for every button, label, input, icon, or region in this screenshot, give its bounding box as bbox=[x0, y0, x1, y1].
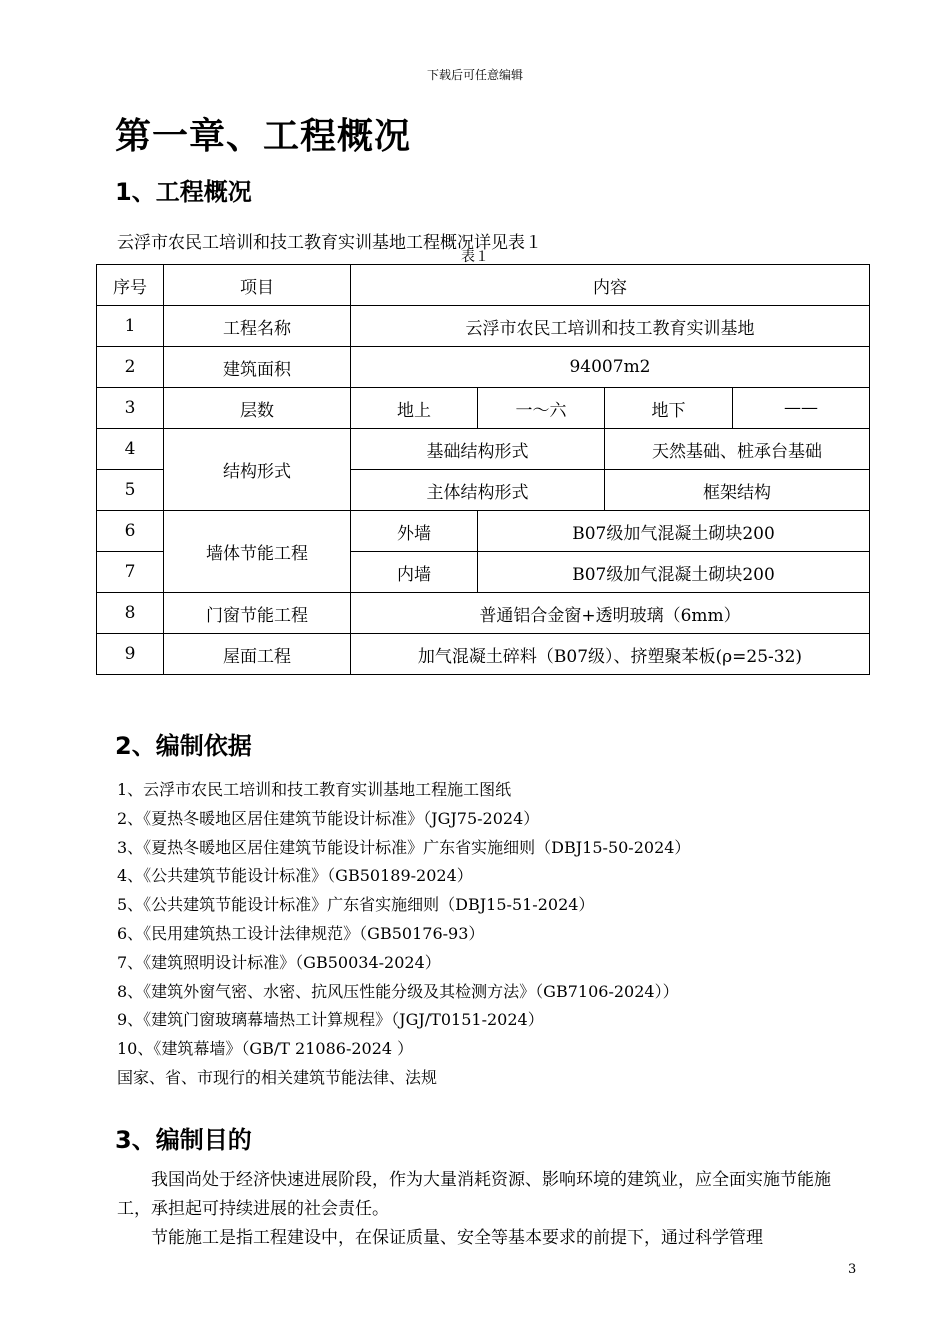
row-sub-value: 框架结构 bbox=[605, 470, 870, 511]
row-content: 云浮市农民工培训和技工教育实训基地 bbox=[351, 306, 870, 347]
row-content: 普通铝合金窗+透明玻璃（6mm） bbox=[351, 593, 870, 634]
row-sub-value: B07级加气混凝土砌块200 bbox=[478, 552, 870, 593]
list-item: 9、《建筑门窗玻璃幕墙热工计算规程》（JGJ/T0151-2024） bbox=[117, 1010, 544, 1030]
row-sub-label: 外墙 bbox=[351, 511, 478, 552]
project-overview-table bbox=[96, 264, 870, 675]
row-content: 94007m2 bbox=[351, 347, 870, 388]
row-item: 层数 bbox=[164, 388, 351, 429]
row-no: 7 bbox=[97, 552, 164, 593]
row-no: 8 bbox=[97, 593, 164, 634]
table-row bbox=[97, 593, 870, 634]
list-item: 国家、省、市现行的相关建筑节能法律、法规 bbox=[117, 1067, 438, 1087]
header-content: 内容 bbox=[351, 265, 870, 306]
table-row bbox=[97, 388, 870, 429]
list-item: 8、《建筑外窗气密、水密、抗风压性能分级及其检测方法》（GB7106-2024）） bbox=[117, 981, 679, 1001]
table-row bbox=[97, 511, 870, 552]
table-label: 表１ bbox=[461, 249, 489, 265]
row-item: 门窗节能工程 bbox=[164, 593, 351, 634]
row-item: 屋面工程 bbox=[164, 634, 351, 675]
row-item: 建筑面积 bbox=[164, 347, 351, 388]
row-no: 1 bbox=[97, 306, 164, 347]
row-no: 9 bbox=[97, 634, 164, 675]
list-item: 10、《建筑幕墙》（GB/T 21086-2024 ） bbox=[117, 1039, 414, 1059]
row-sub-value: B07级加气混凝土砌块200 bbox=[478, 511, 870, 552]
list-item: 4、《公共建筑节能设计标准》（GB50189-2024） bbox=[117, 866, 473, 886]
paragraph: 我国尚处于经济快速进展阶段，作为大量消耗资源、影响环境的建筑业，应全面实施节能施工，承担起可持续进展的社会责任。 bbox=[117, 1170, 831, 1219]
row-sub-label: 基础结构形式 bbox=[351, 429, 605, 470]
above-ground-value: 一～六 bbox=[478, 388, 605, 429]
list-item: 1、云浮市农民工培训和技工教育实训基地工程施工图纸 bbox=[117, 780, 512, 799]
list-item: 2、《夏热冬暖地区居住建筑节能设计标准》（JGJ75-2024） bbox=[117, 808, 540, 828]
table-row bbox=[97, 306, 870, 347]
below-ground-value: —— bbox=[733, 388, 870, 429]
section2-title: 2、编制依据 bbox=[115, 732, 252, 760]
table-row bbox=[97, 429, 870, 470]
row-sub-value: 天然基础、桩承台基础 bbox=[605, 429, 870, 470]
below-ground-label: 地下 bbox=[605, 388, 733, 429]
above-ground-label: 地上 bbox=[351, 388, 478, 429]
row-sub-label: 主体结构形式 bbox=[351, 470, 605, 511]
row-no: 3 bbox=[97, 388, 164, 429]
row-no: 4 bbox=[97, 429, 164, 470]
header-item: 项目 bbox=[164, 265, 351, 306]
section3-title: 3、编制目的 bbox=[115, 1126, 252, 1154]
basis-list bbox=[117, 776, 690, 1093]
section1-title: 1、工程概况 bbox=[115, 178, 252, 206]
chapter-title: 第一章、工程概况 bbox=[115, 116, 412, 157]
row-sub-label: 内墙 bbox=[351, 552, 478, 593]
list-item: 3、《夏热冬暖地区居住建筑节能设计标准》广东省实施细则（DBJ15-50-2024） bbox=[117, 837, 691, 857]
list-item: 6、《民用建筑热工设计法律规范》（GB50176-93） bbox=[117, 923, 485, 943]
row-no: 2 bbox=[97, 347, 164, 388]
header-no: 序号 bbox=[97, 265, 164, 306]
row-no: 5 bbox=[97, 470, 164, 511]
list-item: 7、《建筑照明设计标准》（GB50034-2024） bbox=[117, 952, 441, 972]
row-item: 工程名称 bbox=[164, 306, 351, 347]
row-item-group: 墙体节能工程 bbox=[164, 511, 351, 593]
purpose-text bbox=[117, 1166, 857, 1253]
table-caption: 云浮市农民工培训和技工教育实训基地工程概况详见表１ bbox=[117, 233, 542, 253]
row-content: 加气混凝土碎料（B07级）、挤塑聚苯板(ρ=25-32) bbox=[351, 634, 870, 675]
page-number: 3 bbox=[848, 1262, 857, 1277]
row-no: 6 bbox=[97, 511, 164, 552]
table-row bbox=[97, 634, 870, 675]
table-header-row bbox=[97, 265, 870, 306]
paragraph: 节能施工是指工程建设中，在保证质量、安全等基本要求的前提下，通过科学管理 bbox=[151, 1228, 763, 1248]
list-item: 5、《公共建筑节能设计标准》广东省实施细则（DBJ15-51-2024） bbox=[117, 895, 595, 915]
table-row bbox=[97, 347, 870, 388]
header-note: 下载后可任意编辑 bbox=[426, 68, 523, 82]
row-item-group: 结构形式 bbox=[164, 429, 351, 511]
